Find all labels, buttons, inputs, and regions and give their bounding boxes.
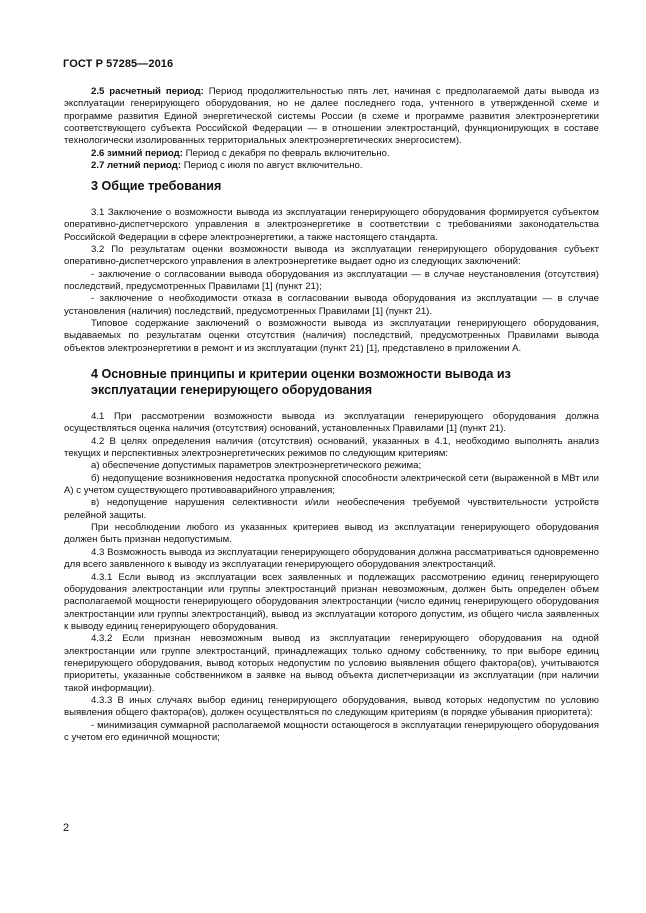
paragraph-4-3-2: 4.3.2 Если признан невозможным вывод из эксплуатации генерирующего оборудования на одной электростанции или группе электростанций, принадлежащих только одному собственнику, то при выборе единиц генерирующего оборудования, вывод которых недопустим по условию выявления общего фактора(ов), учитываются приоритеты, указанные собственником в заявке на вывод объекта диспетчеризации из эксплуатации (при наличии такой информации). — [64, 633, 599, 694]
paragraph-3-typical-content: Типовое содержание заключений о возможности вывода из эксплуатации генерирующего оборудования, выдаваемых по результатам оценки отсутствия (наличия) последствий, предусмотренных Правилами вывода объектов электроэнергетики в ремонт и из эксплуатации (пункт 21) [1], представлено в приложении А. — [64, 318, 599, 354]
paragraph-4-2: 4.2 В целях определения наличия (отсутствия) оснований, указанных в 4.1, необходимо выполнять анализ текущих и перспективных электроэнергетических режимов по следующим критериям: — [64, 435, 599, 460]
paragraph-4-2-conclusion: При несоблюдении любого из указанных критериев вывод из эксплуатации генерирующего оборудования должен быть признан недопустимым. — [64, 522, 599, 546]
paragraph-3-2: 3.2 По результатам оценки возможности вывода из эксплуатации генерирующего оборудования субъект оперативно-диспетчерского управления в электроэнергетике выдает одно из следующих заключений: — [64, 243, 599, 268]
term-definition: Период с июля по август включительно. — [181, 160, 363, 172]
section-4-heading: 4 Основные принципы и критерии оценки возможности вывода из эксплуатации генерирующего оборудования — [91, 367, 511, 397]
paragraph-2-5 — [64, 86, 599, 148]
paragraph-4-1: 4.1 При рассмотрении возможности вывода из эксплуатации генерирующего оборудования должна осуществляться оценка наличия (отсутствия) оснований, установленных Правилами [1] (пункт 21). — [64, 411, 599, 435]
paragraph-2-6 — [64, 148, 599, 160]
paragraph-3-1: 3.1 Заключение о возможности вывода из эксплуатации генерирующего оборудования формируется субъектом оперативно-диспетчерского управления в электроэнергетике в соответствии с требованиями законодательства Российской Федерации в сфере электроэнергетики, а также настоящего стандарта. — [64, 206, 599, 243]
list-item: - минимизация суммарной располагаемой мощности остающегося в эксплуатации генерирующего оборудования с учетом его единичной мощности; — [64, 719, 599, 743]
document-body — [64, 86, 599, 744]
list-item: б) недопущение возникновения недостатка пропускной способности электрической сети (выраженной в МВт или А) с учетом существующего противоаварийного управления; — [64, 472, 599, 497]
paragraph-4-3-3: 4.3.3 В иных случаях выбор единиц генерирующего оборудования, вывод которых недопустим по условию выявления общего фактора(ов), должен осуществляться по следующим критериям (в порядке убывания приоритета): — [64, 694, 599, 719]
list-item: - заключение о согласовании вывода оборудования из эксплуатации — в случае неустановления (отсутствия) последствий, предусмотренных Правилами [1] (пункт 21); — [64, 268, 599, 292]
paragraph-4-3: 4.3 Возможность вывода из эксплуатации генерирующего оборудования должна рассматриваться одновременно для всего заявленного к выводу из эксплуатации генерирующего оборудования электростанций. — [64, 546, 599, 571]
term-label: 2.6 зимний период: — [91, 147, 183, 159]
term-label: 2.7 летний период: — [91, 160, 182, 172]
paragraph-4-3-1: 4.3.1 Если вывод из эксплуатации всех заявленных и подлежащих рассмотрению единиц генерирующего оборудования электростанции или группы электростанций признан невозможным, должен быть определен объем располагаемой мощности генерирующего оборудования электростанции (число единиц генерирующего оборудования электростанции или группы электростанций), вывод из эксплуатации которого допустим, из общего числа заявленных к выводу единиц генерирующего оборудования. — [64, 571, 599, 632]
term-definition: Период с декабря по февраль включительно. — [182, 147, 390, 159]
list-item: в) недопущение нарушения селективности и/или необеспечения требуемой чувствительности устройств релейной защиты. — [64, 497, 599, 521]
list-item: - заключение о необходимости отказа в согласовании вывода оборудования из эксплуатации — в случае установления (наличия) последствий, предусмотренных Правилами [1] (пункт 21). — [64, 293, 599, 317]
page-number: 2 — [63, 822, 70, 834]
page-header-standard-number: ГОСТ Р 57285—2016 — [63, 58, 174, 70]
section-3-heading: 3 Общие требования — [91, 179, 222, 194]
term-definition: Период продолжительностью пять лет, начиная с предполагаемой даты вывода из эксплуатации генерирующего оборудования, но не далее последнего года, учтенного в утвержденной схеме и программе развития Единой энергетической системы России (в схеме и программе развития электроэнергетики соответствующего субъекта Российской Федерации — в отношении электростанций, функционирующих в составе технологически изолированных территориальных электроэнергетических энергосистем). — [64, 86, 599, 147]
term-label: 2.5 расчетный период: — [91, 86, 204, 97]
list-item: а) обеспечение допустимых параметров электроэнергетического режима; — [91, 460, 422, 472]
paragraph-2-7 — [64, 160, 599, 172]
